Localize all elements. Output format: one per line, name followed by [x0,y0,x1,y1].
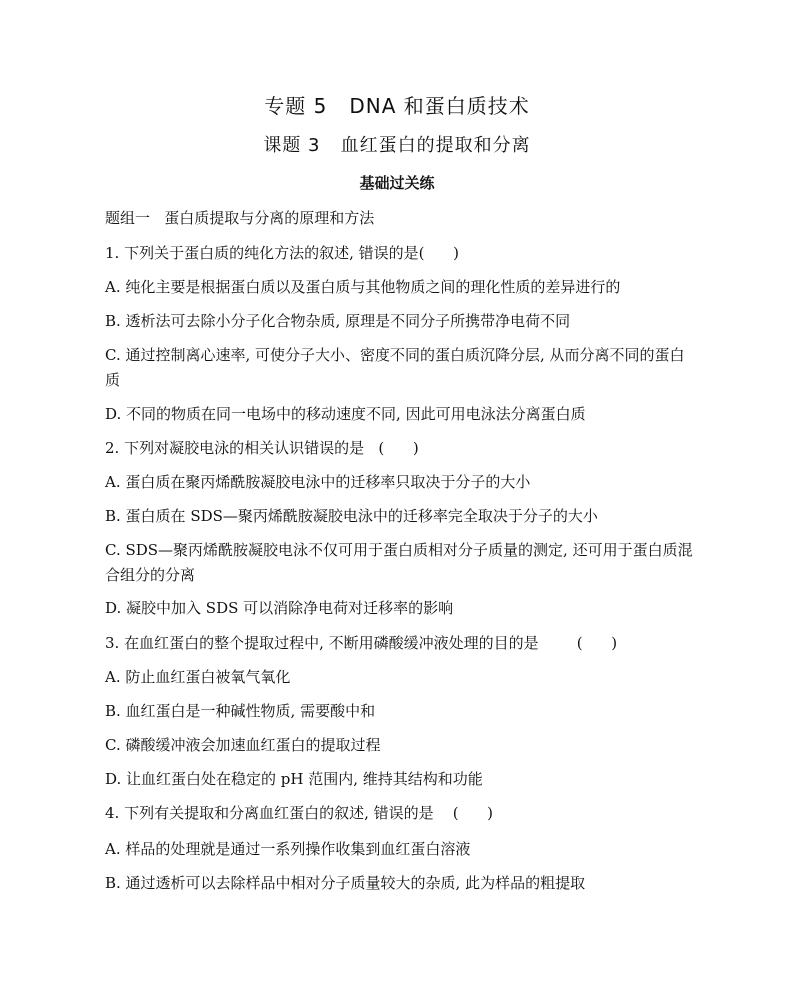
question-3-option-c: C. 磷酸缓冲液会加速血红蛋白的提取过程 [105,736,381,754]
question-4-stem: 4. 下列有关提取和分离血红蛋白的叙述, 错误的是 ( ) [105,804,494,822]
question-group-title: 题组一 蛋白质提取与分离的原理和方法 [105,209,375,227]
question-1-stem: 1. 下列关于蛋白质的纯化方法的叙述, 错误的是( ) [105,244,459,262]
question-2-option-d: D. 凝胶中加入 SDS 可以消除净电荷对迁移率的影响 [105,599,454,617]
question-2-stem: 2. 下列对凝胶电泳的相关认识错误的是 ( ) [105,439,419,457]
lesson-title: 课题 3 血红蛋白的提取和分离 [263,135,531,156]
question-2-option-a: A. 蛋白质在聚丙烯酰胺凝胶电泳中的迁移率只取决于分子的大小 [105,473,531,491]
topic-title: 专题 5 DNA 和蛋白质技术 [264,94,530,118]
question-3-option-d: D. 让血红蛋白处在稳定的 pH 范围内, 维持其结构和功能 [105,770,483,788]
question-1-option-a: A. 纯化主要是根据蛋白质以及蛋白质与其他物质之间的理化性质的差异进行的 [105,278,621,296]
question-1-option-b: B. 透析法可去除小分子化合物杂质, 原理是不同分子所携带净电荷不同 [105,312,571,330]
question-3-stem: 3. 在血红蛋白的整个提取过程中, 不断用磷酸缓冲液处理的目的是 ( ) [105,634,618,652]
question-3-option-b: B. 血红蛋白是一种碱性物质, 需要酸中和 [105,702,376,720]
question-3-option-a: A. 防止血红蛋白被氧气氧化 [105,668,291,686]
question-2-option-b: B. 蛋白质在 SDS—聚丙烯酰胺凝胶电泳中的迁移率完全取决于分子的大小 [105,507,598,525]
question-4-option-a: A. 样品的处理就是通过一系列操作收集到血红蛋白溶液 [105,840,471,858]
question-1-option-d: D. 不同的物质在同一电场中的移动速度不同, 因此可用电泳法分离蛋白质 [105,405,586,423]
question-2-option-c: C. SDS—聚丙烯酰胺凝胶电泳不仅可用于蛋白质相对分子质量的测定, 还可用于蛋白质混合组分的分离 [105,541,693,584]
question-1-option-c: C. 通过控制离心速率, 可使分子大小、密度不同的蛋白质沉降分层, 从而分离不同的蛋白质 [105,346,685,389]
section-title: 基础过关练 [359,174,435,192]
question-4-option-b: B. 通过透析可以去除样品中相对分子质量较大的杂质, 此为样品的粗提取 [105,874,586,892]
